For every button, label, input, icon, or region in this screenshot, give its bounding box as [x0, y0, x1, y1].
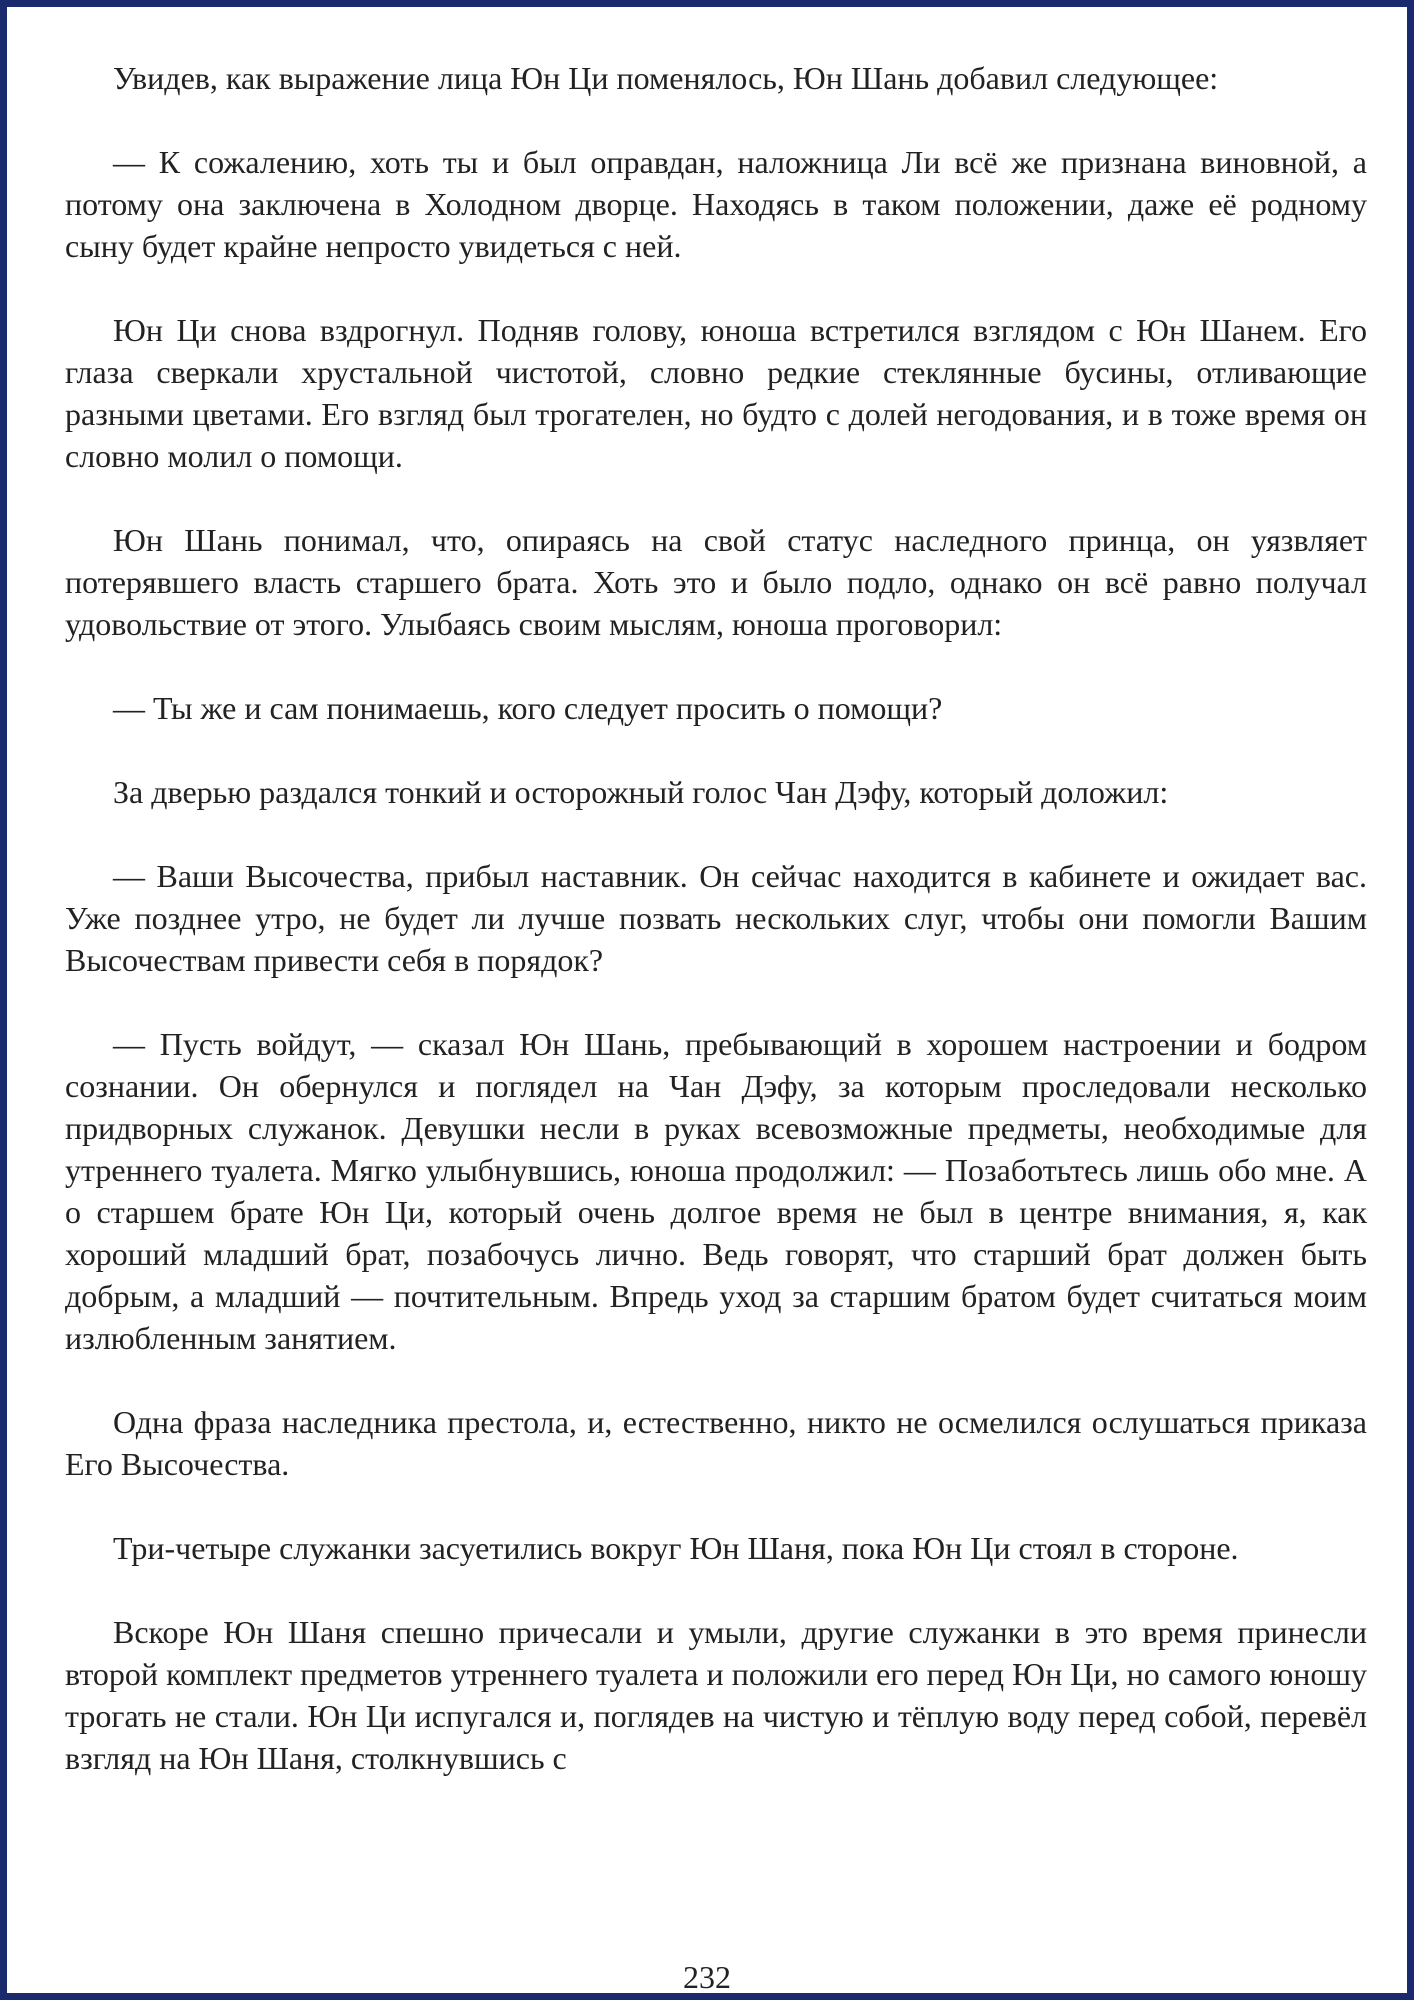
- page-body-text: [65, 57, 1367, 1779]
- page-number: 232: [683, 1959, 731, 1995]
- paragraph-5: — Ты же и сам понимаешь, кого следует просить о помощи?: [113, 690, 943, 726]
- paragraph-8: — Пусть войдут, — сказал Юн Шань, пребывающий в хорошем настроении и бодром сознании. Он обернулся и поглядел на Чан Дэфу, за которым проследовали несколько придворных служанок. Девушки несли в руках всевозможные предметы, необходимые для утреннего туалета. Мягко улыбнувшись, юноша продолжил: — Позаботьтесь лишь обо мне. А о старшем брате Юн Ци, который очень долгое время не был в центре внимания, я, как хороший младший брат, позабочусь лично. Ведь говорят, что старший брат должен быть добрым, а младший — почтительным. Впредь уход за старшим братом будет считаться моим излюбленным занятием.: [65, 1026, 1367, 1356]
- paragraph-11: Вскоре Юн Шаня спешно причесали и умыли, другие служанки в это время принесли второй комплект предметов утреннего туалета и положили его перед Юн Ци, но самого юношу трогать не стали. Юн Ци испугался и, поглядев на чистую и тёплую воду перед собой, перевёл взгляд на Юн Шаня, столкнувшись с: [65, 1614, 1367, 1776]
- paragraph-6: За дверью раздался тонкий и осторожный голос Чан Дэфу, который доложил:: [113, 774, 1169, 810]
- paragraph-1: Увидев, как выражение лица Юн Ци поменялось, Юн Шань добавил следующее:: [113, 60, 1219, 96]
- paragraph-10: Три-четыре служанки засуетились вокруг Юн Шаня, пока Юн Ци стоял в стороне.: [113, 1530, 1239, 1566]
- paragraph-4: Юн Шань понимал, что, опираясь на свой статус наследного принца, он уязвляет потерявшего власть старшего брата. Хоть это и было подло, однако он всё равно получал удовольствие от этого. Улыбаясь своим мыслям, юноша проговорил:: [65, 522, 1367, 642]
- paragraph-7: — Ваши Высочества, прибыл наставник. Он сейчас находится в кабинете и ожидает вас. Уже позднее утро, не будет ли лучше позвать нескольких слуг, чтобы они помогли Вашим Высочествам привести себя в порядок?: [65, 858, 1367, 978]
- paragraph-2: — К сожалению, хоть ты и был оправдан, наложница Ли всё же признана виновной, а потому она заключена в Холодном дворце. Находясь в таком положении, даже её родному сыну будет крайне непросто увидеться с ней.: [65, 144, 1367, 264]
- paragraph-9: Одна фраза наследника престола, и, естественно, никто не осмелился ослушаться приказа Его Высочества.: [65, 1404, 1367, 1482]
- paragraph-3: Юн Ци снова вздрогнул. Подняв голову, юноша встретился взглядом с Юн Шанем. Его глаза сверкали хрустальной чистотой, словно редкие стеклянные бусины, отливающие разными цветами. Его взгляд был трогателен, но будто с долей негодования, и в тоже время он словно молил о помощи.: [65, 312, 1367, 474]
